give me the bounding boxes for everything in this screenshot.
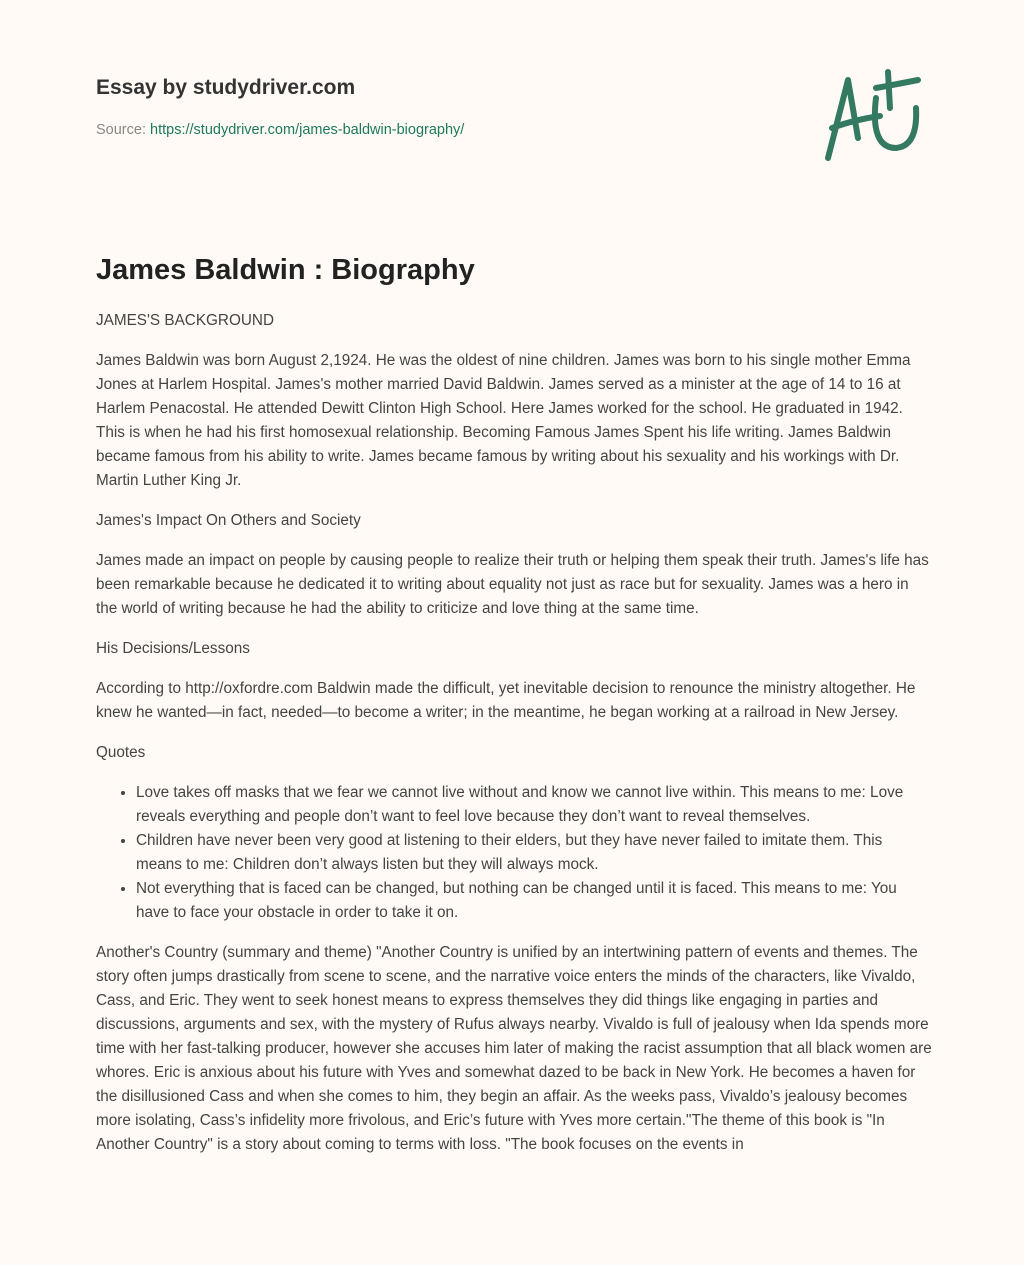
- page-header: [96, 76, 464, 138]
- section-heading: James's Impact On Others and Society: [96, 512, 361, 529]
- section-heading: JAMES'S BACKGROUND: [96, 312, 275, 329]
- a-plus-logo: [818, 68, 928, 164]
- site-title: Essay by studydriver.com: [96, 76, 356, 99]
- source-label: Source:: [96, 122, 146, 138]
- source-link[interactable]: https://studydriver.com/james-baldwin-biography/: [150, 122, 465, 138]
- quote-item: • Not everything that is faced can be changed, but nothing can be changed until it is faced. This means to me: You have to face your obstacle in order to take it on.: [136, 877, 932, 925]
- article: [96, 254, 932, 1173]
- quotes-list: [96, 781, 932, 925]
- quote-item: • Children have never been very good at listening to their elders, but they have never failed to imitate them. This means to me: Children don’t always listen but they will always mock.: [136, 829, 932, 877]
- paragraph: Another's Country (summary and theme) "Another Country is unified by an intertwining pattern of events and themes. The story often jumps drastically from scene to scene, and the narrative voice enters the minds of the characters, like Vivaldo, Cass, and Eric. They went to seek honest means to express themselves they did things like engaging in parties and discussions, arguments and sex, with the mystery of Rufus always nearby. Vivaldo is full of jealousy when Ida spends more time with her fast-talking producer, however she accuses him later of making the racist assumption that all black women are whores. Eric is anxious about his future with Yves and somewhat dazed to be back in New York. He becomes a haven for the disillusioned Cass and when she comes to him, they begin an affair. As the weeks pass, Vivaldo’s jealousy becomes more isolating, Cass’s infidelity more frivolous, and Eric’s future with Yves more certain."The theme of this book is "In Another Country" is a story about coming to terms with loss. "The book focuses on the events in: [96, 944, 932, 1153]
- paragraph: According to http://oxfordre.com Baldwin made the difficult, yet inevitable decision to renounce the ministry altogether. He knew he wanted—in fact, needed—to become a writer; in the meantime, he began working at a railroad in New Jersey.: [96, 680, 916, 721]
- article-title: James Baldwin : Biography: [96, 254, 475, 286]
- paragraph: James made an impact on people by causing people to realize their truth or helping them speak their truth. James's life has been remarkable because he dedicated it to writing about equality not just as race but for sexuality. James was a hero in the world of writing because he had the ability to criticize and love thing at the same time.: [96, 552, 929, 617]
- paragraph: James Baldwin was born August 2,1924. He was the oldest of nine children. James was born to his single mother Emma Jones at Harlem Hospital. James's mother married David Baldwin. James served as a minister at the age of 14 to 16 at Harlem Penacostal. He attended Dewitt Clinton High School. Here James worked for the school. He graduated in 1942. This is when he had his first homosexual relationship. Becoming Famous James Spent his life writing. James Baldwin became famous from his ability to write. James became famous by writing about his sexuality and his workings with Dr. Martin Luther King Jr.: [96, 352, 911, 489]
- quote-item: • Love takes off masks that we fear we cannot live without and know we cannot live within. This means to me: Love reveals everything and people don’t want to feel love because they don’t want to reveal themselves.: [136, 781, 932, 829]
- section-heading: Quotes: [96, 744, 146, 761]
- section-heading: His Decisions/Lessons: [96, 640, 250, 657]
- source-line: [96, 122, 464, 138]
